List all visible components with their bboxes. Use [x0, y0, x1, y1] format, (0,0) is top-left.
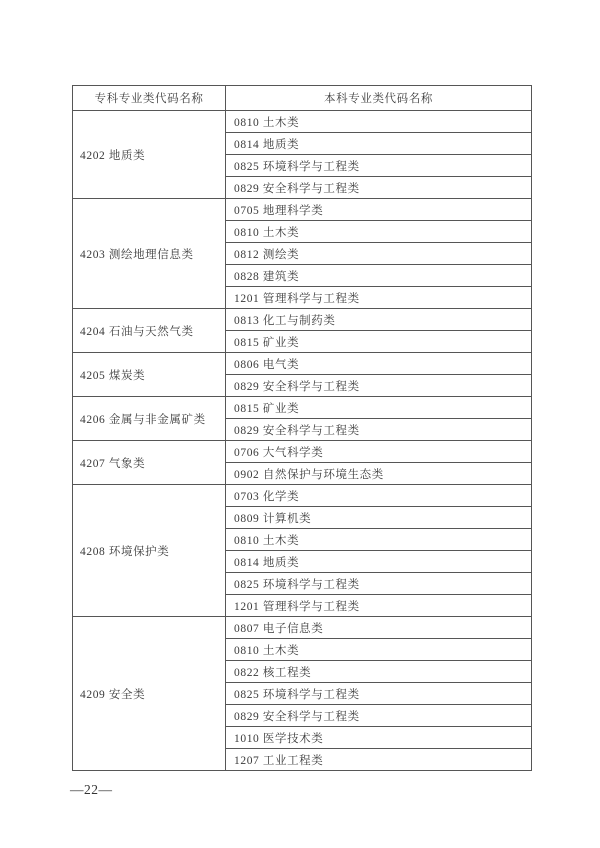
table-row [73, 199, 532, 221]
vocational-category-cell: 4205 煤炭类 [73, 353, 226, 397]
undergraduate-category-cell: 1010 医学技术类 [226, 727, 532, 749]
undergraduate-category-cell: 0813 化工与制药类 [226, 309, 532, 331]
vocational-category-cell: 4207 气象类 [73, 441, 226, 485]
undergraduate-category-cell: 0825 环境科学与工程类 [226, 155, 532, 177]
undergraduate-category-cell: 0825 环境科学与工程类 [226, 573, 532, 595]
undergraduate-category-cell: 0902 自然保护与环境生态类 [226, 463, 532, 485]
undergraduate-category-cell: 0812 测绘类 [226, 243, 532, 265]
major-category-mapping-table [72, 85, 532, 771]
group-4208 [73, 485, 532, 617]
undergraduate-category-cell: 1207 工业工程类 [226, 749, 532, 771]
table-header-row [73, 86, 532, 111]
undergraduate-category-cell: 0829 安全科学与工程类 [226, 419, 532, 441]
undergraduate-category-cell: 0706 大气科学类 [226, 441, 532, 463]
table-row [73, 397, 532, 419]
undergraduate-category-cell: 0822 核工程类 [226, 661, 532, 683]
group-4203 [73, 199, 532, 309]
undergraduate-category-cell: 0829 安全科学与工程类 [226, 375, 532, 397]
undergraduate-category-cell: 0810 土木类 [226, 639, 532, 661]
table-row [73, 441, 532, 463]
undergraduate-category-cell: 0809 计算机类 [226, 507, 532, 529]
undergraduate-category-cell: 0807 电子信息类 [226, 617, 532, 639]
undergraduate-category-cell: 0703 化学类 [226, 485, 532, 507]
group-4206 [73, 397, 532, 441]
undergraduate-category-cell: 0815 矿业类 [226, 397, 532, 419]
group-4202 [73, 111, 532, 199]
page-number: —22— [70, 782, 113, 797]
vocational-category-cell: 4209 安全类 [73, 617, 226, 771]
vocational-category-cell: 4202 地质类 [73, 111, 226, 199]
undergraduate-category-cell: 0828 建筑类 [226, 265, 532, 287]
undergraduate-category-cell: 0705 地理科学类 [226, 199, 532, 221]
table-row [73, 485, 532, 507]
undergraduate-category-cell: 0806 电气类 [226, 353, 532, 375]
table-row [73, 353, 532, 375]
undergraduate-category-cell: 0825 环境科学与工程类 [226, 683, 532, 705]
table-row [73, 111, 532, 133]
column-header-undergraduate: 本科专业类代码名称 [226, 86, 532, 111]
undergraduate-category-cell: 0829 安全科学与工程类 [226, 177, 532, 199]
group-4204 [73, 309, 532, 353]
group-4209 [73, 617, 532, 771]
undergraduate-category-cell: 0814 地质类 [226, 133, 532, 155]
vocational-category-cell: 4204 石油与天然气类 [73, 309, 226, 353]
vocational-category-cell: 4206 金属与非金属矿类 [73, 397, 226, 441]
undergraduate-category-cell: 0810 土木类 [226, 111, 532, 133]
undergraduate-category-cell: 0815 矿业类 [226, 331, 532, 353]
undergraduate-category-cell: 1201 管理科学与工程类 [226, 595, 532, 617]
group-4205 [73, 353, 532, 397]
vocational-category-cell: 4208 环境保护类 [73, 485, 226, 617]
table-row [73, 309, 532, 331]
table-row [73, 617, 532, 639]
undergraduate-category-cell: 1201 管理科学与工程类 [226, 287, 532, 309]
vocational-category-cell: 4203 测绘地理信息类 [73, 199, 226, 309]
undergraduate-category-cell: 0810 土木类 [226, 221, 532, 243]
column-header-vocational: 专科专业类代码名称 [73, 86, 226, 111]
undergraduate-category-cell: 0810 土木类 [226, 529, 532, 551]
undergraduate-category-cell: 0814 地质类 [226, 551, 532, 573]
group-4207 [73, 441, 532, 485]
undergraduate-category-cell: 0829 安全科学与工程类 [226, 705, 532, 727]
